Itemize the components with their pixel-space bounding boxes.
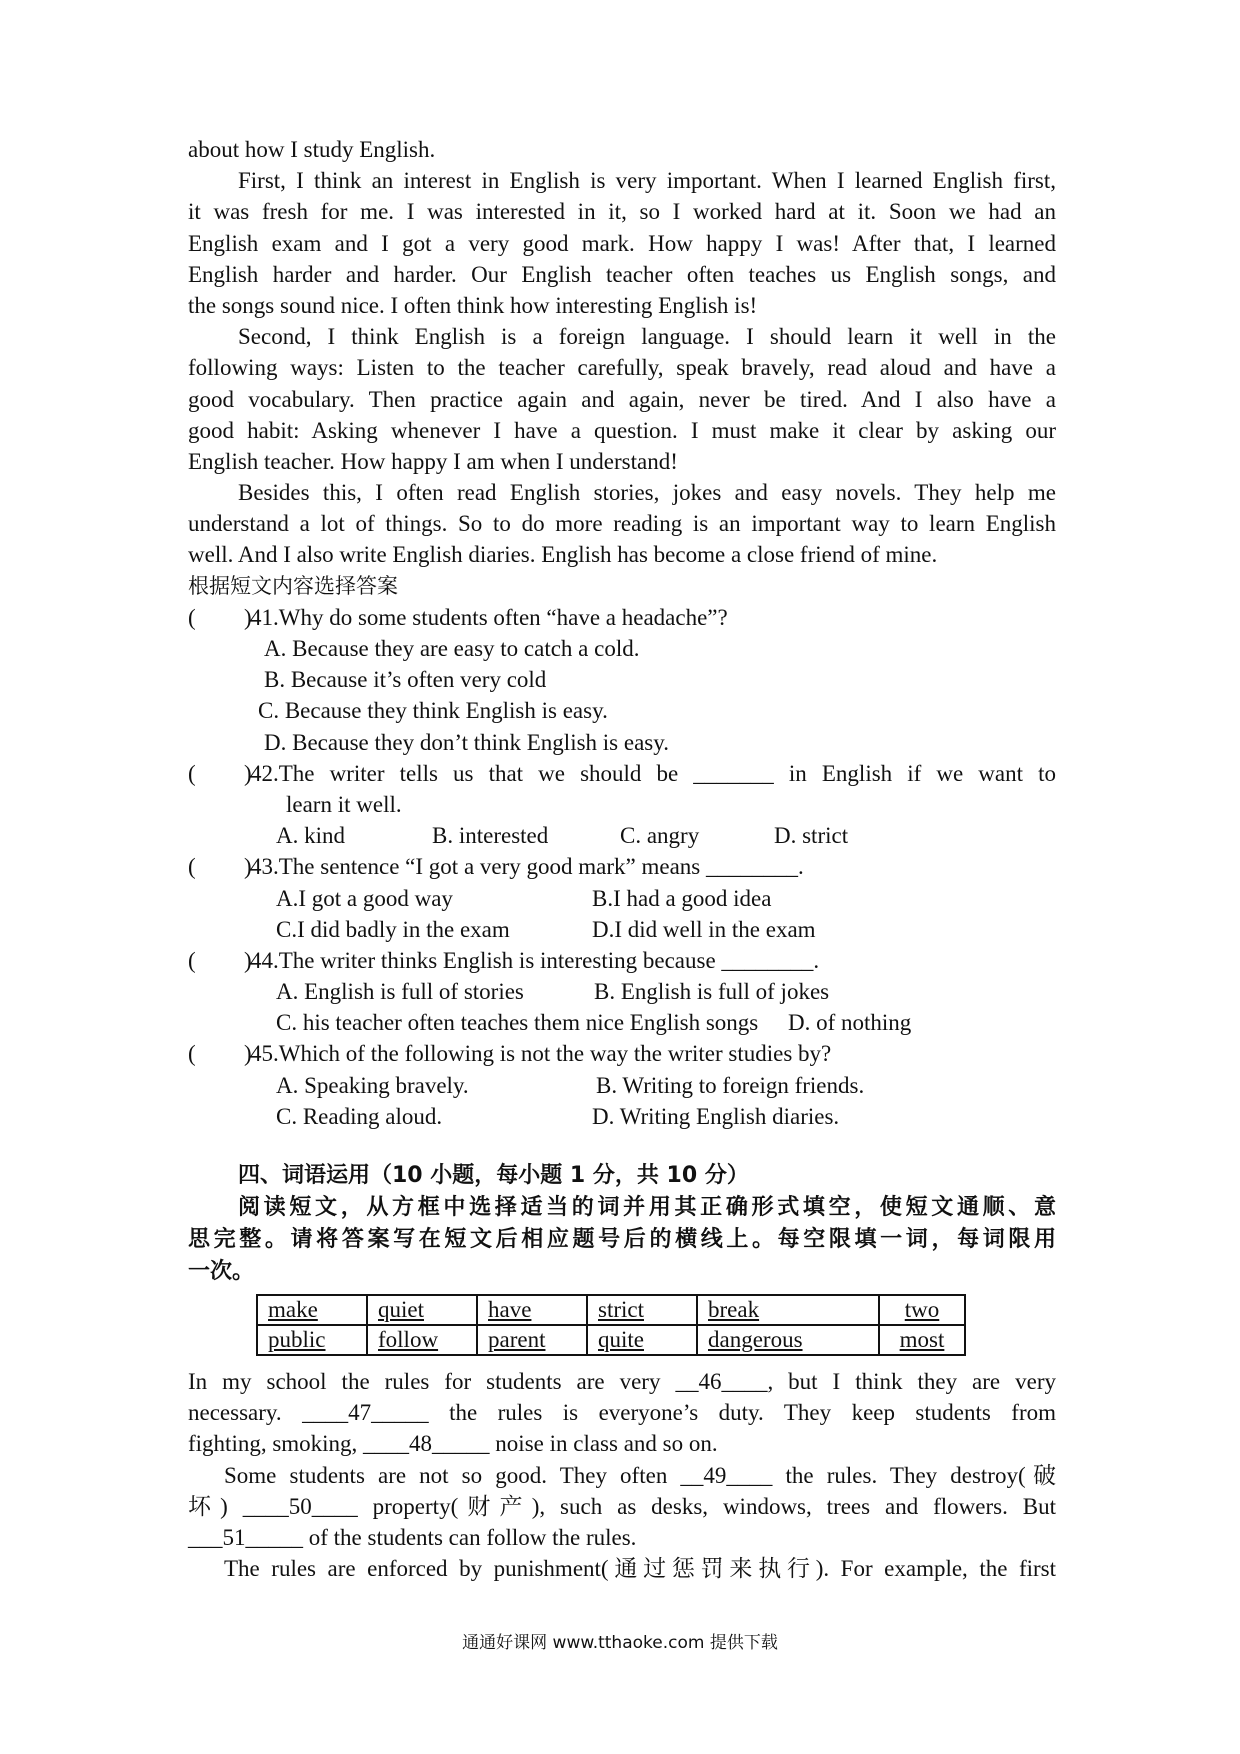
word-cell: public	[257, 1325, 367, 1355]
passage-line: following ways: Listen to the teacher carefully, speak bravely, read aloud and have a	[188, 355, 1056, 381]
section-instruction: 一次。	[188, 1259, 255, 1284]
word-cell: quite	[587, 1325, 697, 1355]
answer-bracket-close: )	[244, 604, 252, 630]
word-cell: two	[879, 1295, 965, 1325]
answer-bracket-close: )	[244, 760, 252, 786]
option-a: A. Because they are easy to catch a cold.	[264, 636, 640, 661]
option-d: D. Because they don’t think English is easy.	[264, 729, 669, 755]
option-c: C.I did badly in the exam	[276, 916, 510, 942]
passage-line: English harder and harder. Our English teacher often teaches us English songs, and	[188, 261, 1056, 287]
question-43	[188, 851, 1056, 882]
passage-line: First, I think an interest in English is very important. When I learned English first,	[238, 168, 1056, 194]
cloze-line: ___51_____ of the students can follow the rules.	[188, 1524, 637, 1550]
word-cell: follow	[367, 1325, 477, 1355]
word-box-row	[257, 1325, 965, 1355]
option-b: B.I had a good idea	[592, 885, 772, 911]
question-41	[188, 602, 1056, 633]
word-cell: break	[697, 1295, 879, 1325]
section-heading: 四、词语运用（10 小题，每小题 1 分，共 10 分）	[238, 1163, 749, 1188]
cloze-line: In my school the rules for students are very __46____, but I think they are very	[188, 1369, 1056, 1394]
passage-line: the songs sound nice. I often think how interesting English is!	[188, 292, 758, 318]
cloze-passage	[188, 1366, 1056, 1584]
question-text: 45.Which of the following is not the way the writer studies by?	[250, 1041, 832, 1067]
question-text: 42.The writer tells us that we should be _______ in English if we want to	[250, 760, 1056, 786]
answer-bracket-open[interactable]: (	[188, 854, 196, 880]
passage-line: good habit: Asking whenever I have a question. I must make it clear by asking our	[188, 417, 1056, 443]
passage-line: well. And I also write English diaries. English has become a close friend of mine.	[188, 542, 938, 568]
word-cell: strict	[587, 1295, 697, 1325]
section-4	[188, 1160, 1056, 1288]
word-cell: most	[879, 1325, 965, 1355]
option-c: C. angry	[620, 823, 700, 849]
answer-bracket-close: )	[244, 854, 252, 880]
word-cell: dangerous	[697, 1325, 879, 1355]
option-c: C. his teacher often teaches them nice English songs	[276, 1010, 759, 1036]
option-d: D.I did well in the exam	[592, 916, 816, 942]
answer-bracket-close: )	[244, 947, 252, 973]
question-text: 44.The writer thinks English is interesting because ________.	[250, 947, 820, 973]
passage-line: about how I study English.	[188, 137, 436, 162]
question-text-cont: learn it well.	[286, 791, 402, 817]
passage-line: Second, I think English is a foreign language. I should learn it well in the	[238, 324, 1056, 350]
reading-passage	[188, 134, 1056, 1132]
answer-bracket-open[interactable]: (	[188, 604, 196, 630]
passage-line: Besides this, I often read English stories, jokes and easy novels. They help me	[238, 480, 1056, 506]
section-instruction: 思完整。请将答案写在短文后相应题号后的横线上。每空限填一词，每词限用	[188, 1227, 1056, 1252]
word-cell: have	[477, 1295, 587, 1325]
option-a: A. Speaking bravely.	[276, 1072, 469, 1098]
option-b: B. English is full of jokes	[594, 979, 830, 1005]
cloze-line: The rules are enforced by punishment(通过惩罚来执行). For example, the first	[224, 1556, 1056, 1582]
question-44	[188, 945, 1056, 976]
option-d: D. of nothing	[788, 1010, 912, 1036]
question-text: 41.Why do some students often “have a headache”?	[250, 604, 728, 630]
cloze-line: fighting, smoking, ____48_____ noise in class and so on.	[188, 1431, 718, 1457]
answer-bracket-open[interactable]: (	[188, 1041, 196, 1067]
cloze-line: Some students are not so good. They often __49____ the rules. They destroy(破	[224, 1462, 1056, 1488]
question-text: 43.The sentence “I got a very good mark” means ________.	[250, 854, 804, 880]
word-box-row	[257, 1295, 965, 1325]
question-instruction: 根据短文内容选择答案	[188, 573, 398, 598]
answer-bracket-open[interactable]: (	[188, 760, 196, 786]
option-a: A. English is full of stories	[276, 979, 524, 1005]
option-a: A.I got a good way	[276, 885, 453, 911]
question-42	[188, 758, 1056, 789]
passage-line: English exam and I got a very good mark. How happy I was! After that, I learned	[188, 230, 1056, 256]
option-a: A. kind	[276, 823, 345, 849]
answer-bracket-open[interactable]: (	[188, 947, 196, 973]
option-d: D. Writing English diaries.	[592, 1103, 840, 1129]
word-cell: quiet	[367, 1295, 477, 1325]
question-45	[188, 1038, 1056, 1069]
passage-line: it was fresh for me. I was interested in it, so I worked hard at it. Soon we had an	[188, 199, 1056, 225]
passage-line: understand a lot of things. So to do more reading is an important way to learn English	[188, 511, 1056, 537]
option-b: B. interested	[432, 823, 549, 849]
answer-bracket-close: )	[244, 1041, 252, 1067]
word-box	[256, 1294, 966, 1356]
option-d: D. strict	[774, 823, 849, 849]
option-b: B. Because it’s often very cold	[264, 667, 547, 693]
passage-line: good vocabulary. Then practice again and again, never be tired. And I also have a	[188, 386, 1056, 412]
section-instruction: 阅读短文，从方框中选择适当的词并用其正确形式填空，使短文通顺、意	[238, 1195, 1056, 1220]
word-cell: make	[257, 1295, 367, 1325]
option-c: C. Because they think English is easy.	[258, 698, 608, 724]
cloze-line: necessary. ____47_____ the rules is everyone’s duty. They keep students from	[188, 1400, 1056, 1426]
word-cell: parent	[477, 1325, 587, 1355]
passage-line: English teacher. How happy I am when I understand!	[188, 448, 678, 474]
option-c: C. Reading aloud.	[276, 1103, 443, 1129]
option-b: B. Writing to foreign friends.	[596, 1072, 865, 1098]
cloze-line: 坏) ____50____ property(财产), such as desks, windows, trees and flowers. But	[188, 1493, 1056, 1519]
footer-watermark: 通通好课网 www.tthaoke.com 提供下载	[462, 1633, 778, 1653]
